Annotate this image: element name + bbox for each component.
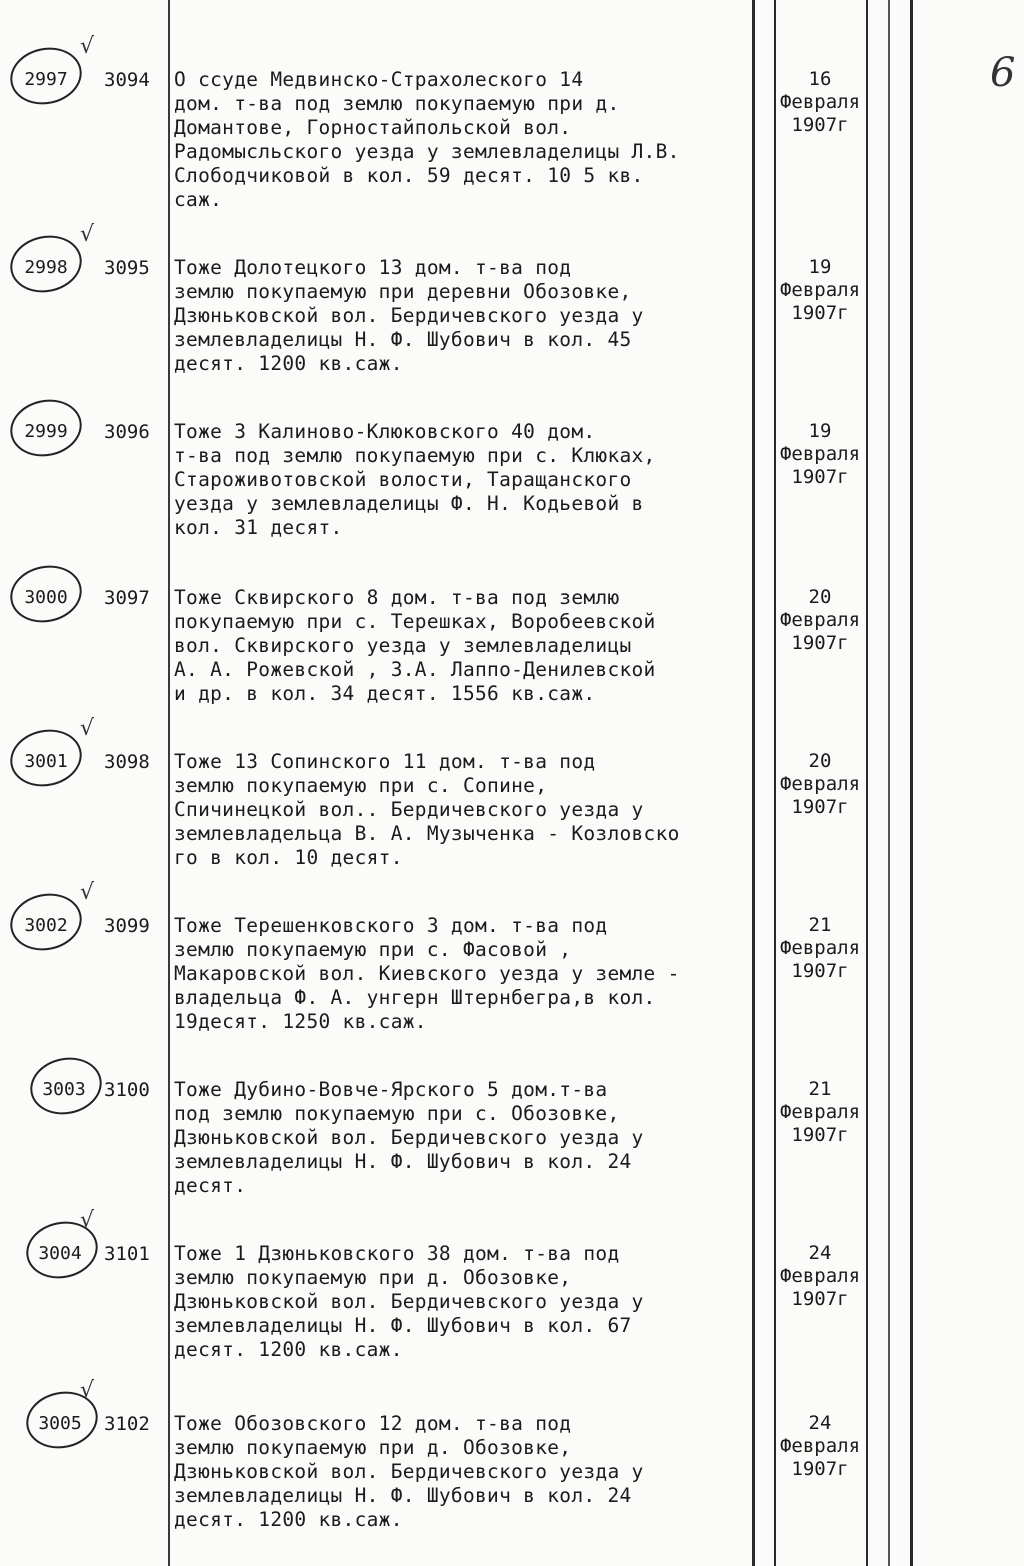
date-day: 16: [808, 68, 832, 90]
old-number: 3002: [24, 915, 68, 936]
entry-description: О ссуде Медвинско-Страхолеского 14 дом. т-ва под землю покупаемую при д. Домантове, Горностайпольской вол. Радомысльского уезда у землевладелицы Л.В. Слободчиковой в кол. 59 десят. 10 5 кв. саж.: [174, 68, 680, 211]
date-month: Февраля: [779, 773, 861, 795]
check-mark-icon: √: [80, 1378, 95, 1403]
date-month: Февраля: [779, 1435, 861, 1457]
date-year: 1907г: [791, 1458, 849, 1480]
new-number: 3102: [104, 1413, 150, 1435]
date-month: Февраля: [779, 443, 861, 465]
date-year: 1907г: [791, 796, 849, 818]
date-day: 24: [808, 1242, 832, 1264]
entry-description: Тоже 3 Калиново-Клюковского 40 дом. т-ва под землю покупаемую при с. Клюках, Староживотовской волости, Таращанского уезда у землевладелицы Ф. Н. Кодьевой в кол. 31 десят.: [174, 420, 656, 539]
entry-description: Тоже Дубино-Вовче-Ярского 5 дом.т-ва под землю покупаемую при с. Обозовке, Дзюньковской вол. Бердичевского уезда у землевладелицы Н. Ф. Шубович в кол. 24 десят.: [174, 1078, 644, 1197]
entry-description: Тоже Терешенковского 3 дом. т-ва под землю покупаемую при с. Фасовой , Макаровской вол. Киевского уезда у земле - владельца Ф. А. унгерн Штернбегра,в кол. 19десят. 1250 кв.саж.: [174, 914, 680, 1033]
new-number: 3095: [104, 257, 150, 279]
new-number: 3100: [104, 1079, 150, 1101]
margin-rule-left: [168, 0, 170, 1566]
entry-date: [770, 750, 870, 819]
entry-date: [770, 914, 870, 983]
date-day: 21: [808, 914, 832, 936]
entry-description: Тоже Сквирского 8 дом. т-ва под землю покупаемую при с. Терешках, Воробеевской вол. Сквирского уезда у землевладелицы А. А. Рожевской , З.А. Лаппо-Денилевской и др. в кол. 34 десят. 1556 кв.саж.: [174, 586, 656, 705]
check-mark-icon: √: [80, 716, 95, 741]
check-mark-icon: √: [80, 880, 95, 905]
check-mark-icon: √: [80, 1208, 95, 1233]
entry-description: Тоже 1 Дзюньковского 38 дом. т-ва под землю покупаемую при д. Обозовке, Дзюньковской вол. Бердичевского уезда у землевладелицы Н. Ф. Шубович в кол. 67 десят. 1200 кв.саж.: [174, 1242, 644, 1361]
date-day: 20: [808, 586, 832, 608]
date-day: 24: [808, 1412, 832, 1434]
date-month: Февраля: [779, 91, 861, 113]
date-day: 20: [808, 750, 832, 772]
date-year: 1907г: [791, 114, 849, 136]
date-year: 1907г: [791, 632, 849, 654]
entry-date: [770, 420, 870, 489]
old-number: 3001: [24, 751, 68, 772]
entry-date: [770, 1242, 870, 1311]
old-number: 3000: [24, 587, 68, 608]
page-number: 6: [990, 50, 1016, 96]
new-number: 3096: [104, 421, 150, 443]
new-number: 3098: [104, 751, 150, 773]
old-number: 2998: [24, 257, 68, 278]
entry-date: [770, 256, 870, 325]
entry-date: [770, 586, 870, 655]
date-day: 19: [808, 256, 832, 278]
entry-description: Тоже Долотецкого 13 дом. т-ва под землю покупаемую при деревни Обозовке, Дзюньковской вол. Бердичевского уезда у землевладелицы Н. Ф. Шубович в кол. 45 десят. 1200 кв.саж.: [174, 256, 644, 375]
new-number: 3101: [104, 1243, 150, 1265]
date-month: Февраля: [779, 1101, 861, 1123]
date-year: 1907г: [791, 1288, 849, 1310]
entry-description: Тоже 13 Сопинского 11 дом. т-ва под землю покупаемую при с. Сопине, Спичинецкой вол.. Бердичевского уезда у землевладельца В. А. Музыченка - Козловско го в кол. 10 десят.: [174, 750, 680, 869]
date-year: 1907г: [791, 466, 849, 488]
date-month: Февраля: [779, 609, 861, 631]
new-number: 3097: [104, 587, 150, 609]
column-rule-right: [910, 0, 913, 1566]
column-rule-extra: [888, 0, 890, 1566]
date-day: 19: [808, 420, 832, 442]
date-year: 1907г: [791, 1124, 849, 1146]
date-month: Февраля: [779, 279, 861, 301]
date-day: 21: [808, 1078, 832, 1100]
old-number: 3003: [42, 1079, 86, 1100]
old-number: 2997: [24, 69, 68, 90]
entry-description: Тоже Обозовского 12 дом. т-ва под землю покупаемую при д. Обозовке, Дзюньковской вол. Бердичевского уезда у землевладелицы Н. Ф. Шубович в кол. 24 десят. 1200 кв.саж.: [174, 1412, 644, 1531]
old-number: 2999: [24, 421, 68, 442]
entry-date: [770, 1412, 870, 1481]
date-year: 1907г: [791, 302, 849, 324]
old-number: 3004: [38, 1243, 82, 1264]
date-year: 1907г: [791, 960, 849, 982]
new-number: 3099: [104, 915, 150, 937]
new-number: 3094: [104, 69, 150, 91]
entry-date: [770, 68, 870, 137]
entry-date: [770, 1078, 870, 1147]
check-mark-icon: √: [80, 222, 95, 247]
date-month: Февраля: [779, 1265, 861, 1287]
date-month: Февраля: [779, 937, 861, 959]
check-mark-icon: √: [80, 34, 95, 59]
old-number: 3005: [38, 1413, 82, 1434]
